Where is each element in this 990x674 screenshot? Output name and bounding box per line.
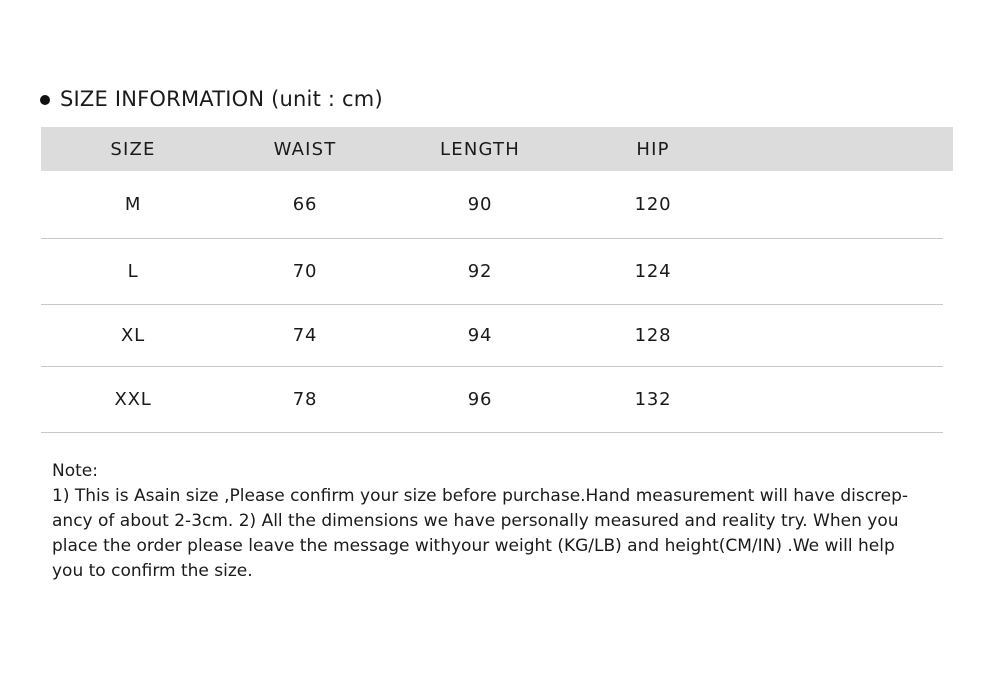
waist-cell: 74	[292, 325, 318, 346]
size-cell: L	[127, 261, 139, 282]
table-header-row	[41, 127, 953, 171]
table-row	[41, 305, 943, 367]
note-title: Note:	[52, 461, 98, 481]
waist-cell: 78	[292, 389, 318, 410]
table-row	[41, 171, 943, 239]
size-note	[52, 459, 952, 584]
heading-title: SIZE INFORMATION (unit : cm)	[60, 87, 383, 111]
column-header-waist: WAIST	[273, 138, 337, 160]
size-cell: M	[124, 194, 142, 215]
table-row	[41, 239, 943, 305]
column-header-hip: HIP	[636, 138, 670, 160]
size-information-heading	[40, 84, 383, 114]
note-line: place the order please leave the message withyour weight (KG/LB) and height(CM/IN) .We will help	[52, 536, 895, 556]
hip-cell: 120	[634, 194, 672, 215]
waist-cell: 70	[292, 261, 318, 282]
note-line: 1) This is Asain size ,Please confirm your size before purchase.Hand measurement will have discrep-	[52, 486, 909, 506]
waist-cell: 66	[292, 194, 318, 215]
length-cell: 96	[467, 389, 493, 410]
bullet-icon	[40, 95, 50, 105]
length-cell: 94	[467, 325, 493, 346]
hip-cell: 128	[634, 325, 672, 346]
size-table	[41, 127, 953, 433]
note-line: you to confirm the size.	[52, 561, 253, 581]
length-cell: 92	[467, 261, 493, 282]
length-cell: 90	[467, 194, 493, 215]
size-cell: XXL	[114, 389, 152, 410]
column-header-length: LENGTH	[440, 138, 520, 160]
column-header-size: SIZE	[110, 138, 156, 160]
hip-cell: 124	[634, 261, 672, 282]
note-line: ancy of about 2-3cm. 2) All the dimensions we have personally measured and reality try. When you	[52, 511, 899, 531]
table-row	[41, 367, 943, 433]
hip-cell: 132	[634, 389, 672, 410]
size-cell: XL	[121, 325, 145, 346]
